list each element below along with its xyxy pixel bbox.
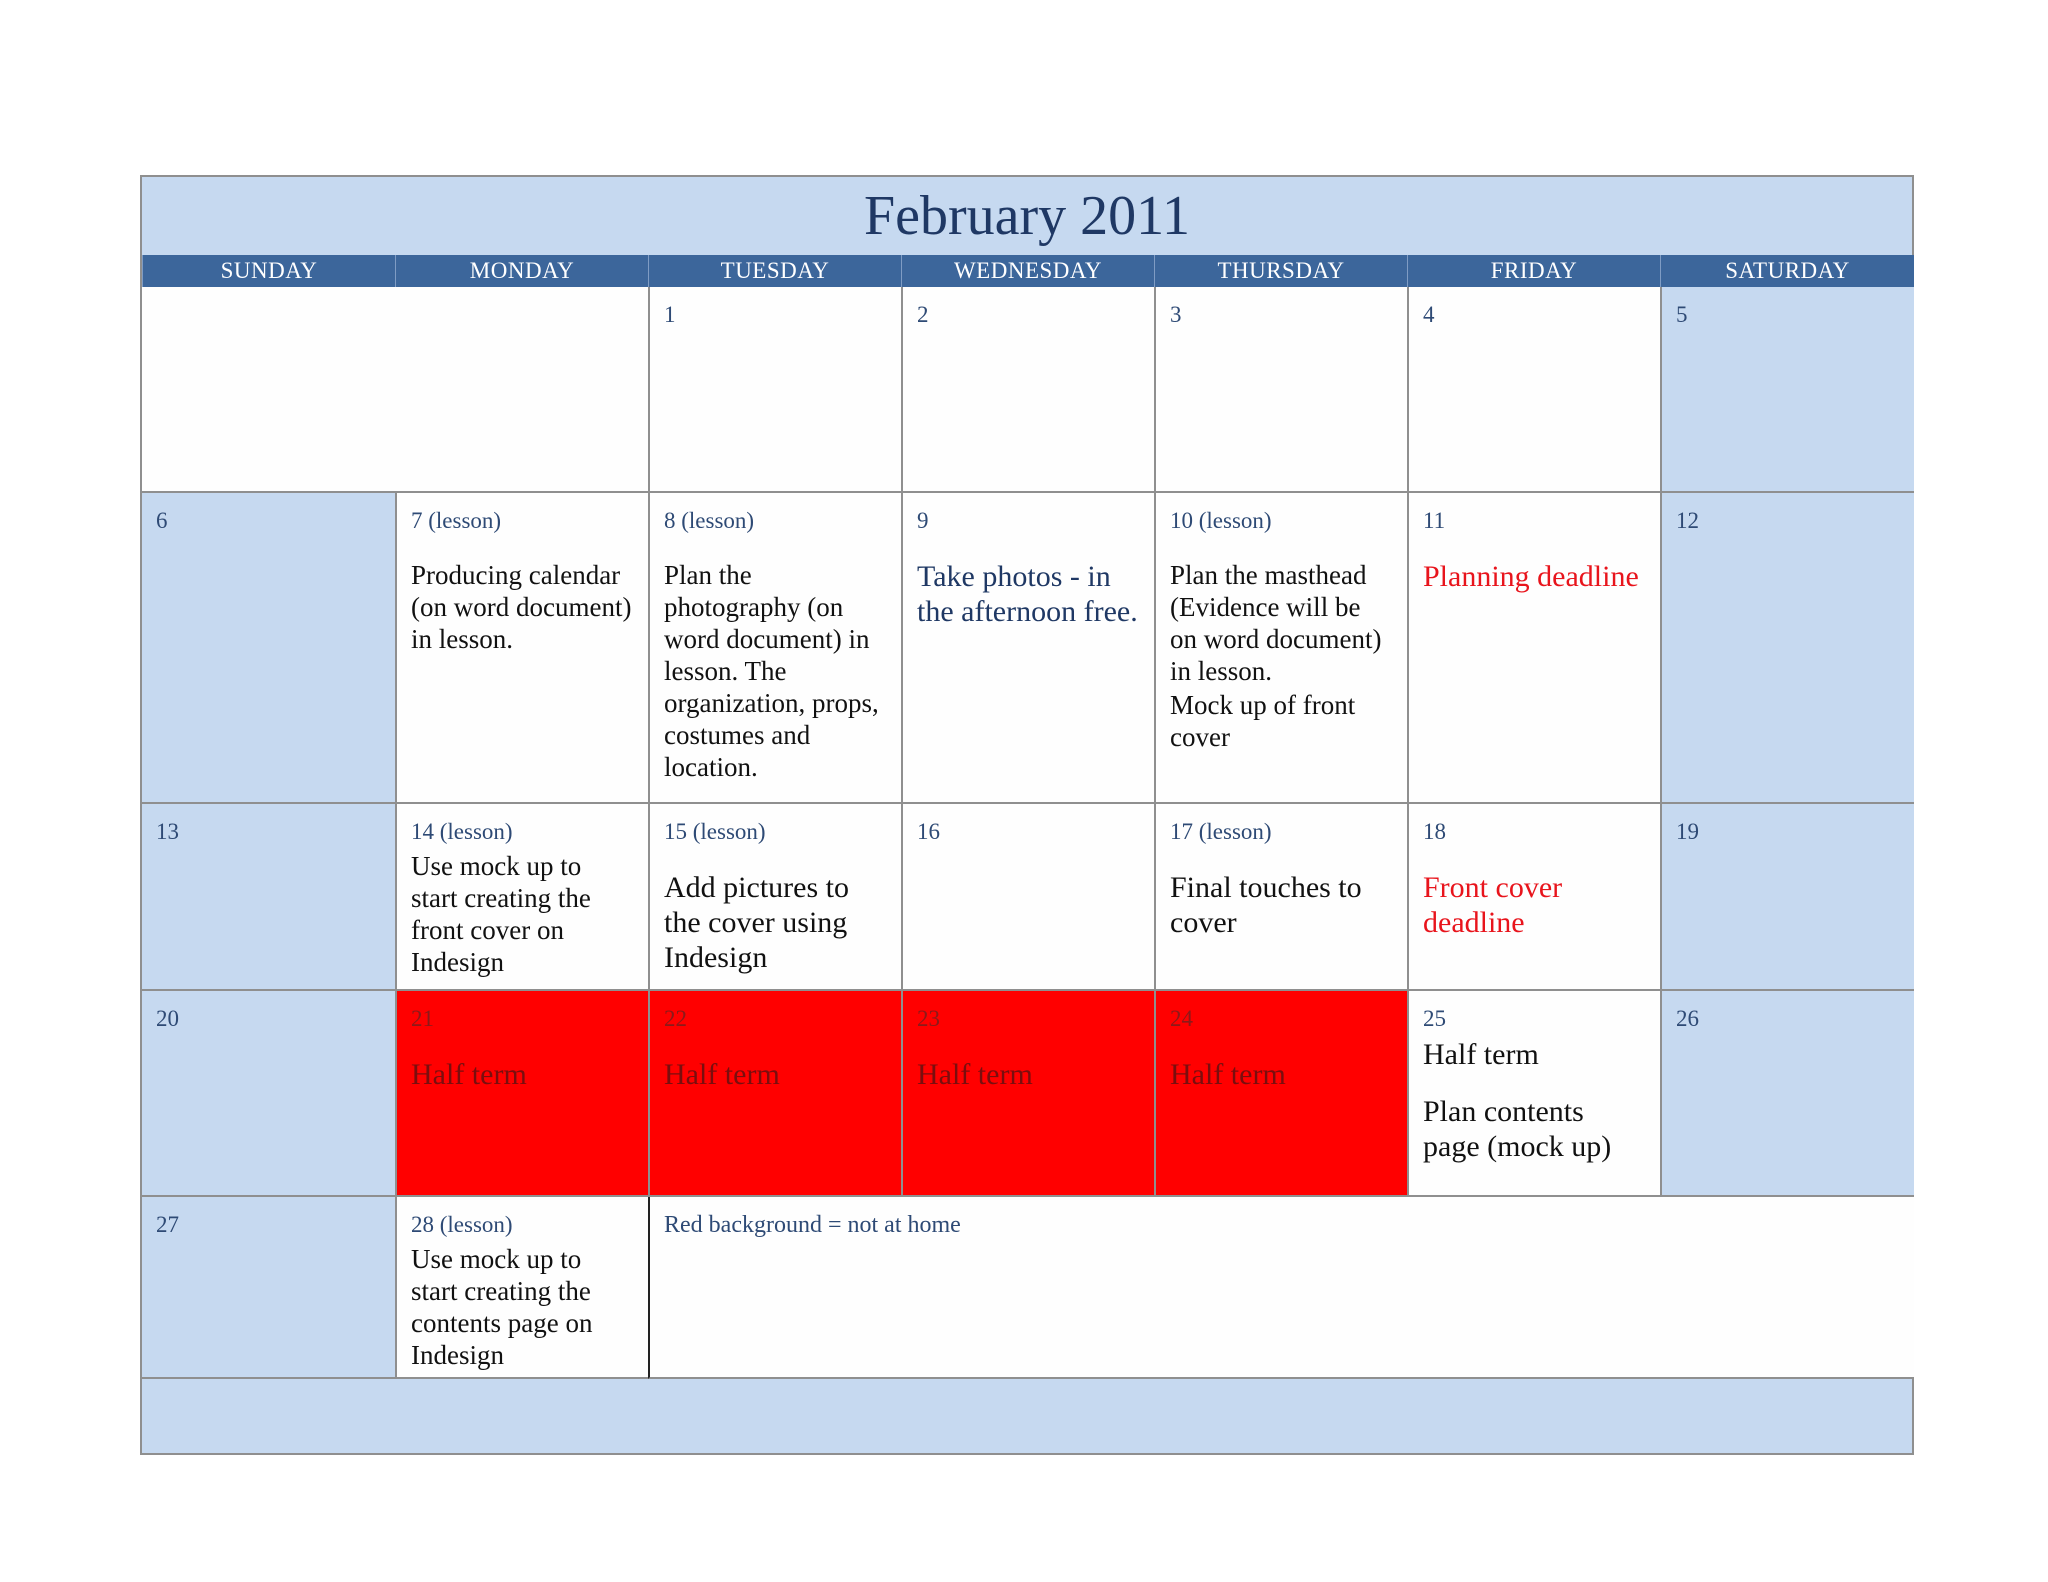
day-cell[interactable] (395, 1197, 648, 1379)
day-cell[interactable] (901, 804, 1154, 991)
day-cell[interactable] (1660, 493, 1914, 804)
weekday-friday: FRIDAY (1407, 255, 1660, 287)
day-cell[interactable] (142, 804, 395, 991)
day-cell-not-at-home[interactable] (1154, 991, 1407, 1197)
legend-cell (648, 1197, 1914, 1379)
day-number: 21 (411, 1006, 434, 1031)
calendar (140, 175, 1914, 1455)
weekday-saturday: SATURDAY (1660, 255, 1914, 287)
event-text: Use mock up to start creating the contents page on Indesign (411, 1244, 593, 1370)
day-number: 4 (1423, 302, 1435, 327)
event-text: Producing calendar (on word document) in lesson. (411, 560, 632, 654)
event-text: Use mock up to start creating the front cover on Indesign (411, 851, 591, 977)
day-cell[interactable] (395, 493, 648, 804)
day-cell[interactable] (142, 493, 395, 804)
event-text: Plan the masthead (Evidence will be on word document) in lesson. (1170, 560, 1382, 686)
day-cell[interactable] (142, 991, 395, 1197)
day-number: 10 (lesson) (1170, 508, 1272, 533)
event-text: Half term (1423, 1038, 1539, 1071)
day-cell[interactable] (1407, 991, 1660, 1197)
event-text: Take photos - in the afternoon free. (917, 560, 1138, 628)
day-number: 15 (lesson) (664, 819, 766, 844)
event-text: Add pictures to the cover using Indesign (664, 871, 849, 974)
empty-cell (142, 287, 648, 493)
day-cell[interactable] (1660, 804, 1914, 991)
day-number: 12 (1676, 508, 1699, 533)
weekday-tuesday: TUESDAY (648, 255, 901, 287)
calendar-footer (142, 1379, 1912, 1453)
day-number: 8 (lesson) (664, 508, 755, 533)
event-text: Plan the photography (on word document) in lesson. The organization, props, costumes and location. (664, 560, 879, 782)
day-cell[interactable] (901, 493, 1154, 804)
day-cell[interactable] (1154, 287, 1407, 493)
day-number: 6 (156, 508, 168, 533)
day-number: 1 (664, 302, 676, 327)
deadline-text: Planning deadline (1423, 560, 1639, 593)
day-number: 3 (1170, 302, 1182, 327)
day-number: 7 (lesson) (411, 508, 502, 533)
day-number: 27 (156, 1212, 179, 1237)
event-text-secondary: Mock up of front cover (1170, 690, 1356, 752)
day-number: 23 (917, 1006, 940, 1031)
weekday-thursday: THURSDAY (1154, 255, 1407, 287)
day-number: 24 (1170, 1006, 1193, 1031)
day-number: 18 (1423, 819, 1446, 844)
weekday-wednesday: WEDNESDAY (901, 255, 1154, 287)
day-cell[interactable] (648, 804, 901, 991)
day-number: 9 (917, 508, 929, 533)
day-cell[interactable] (1660, 991, 1914, 1197)
day-number: 19 (1676, 819, 1699, 844)
day-number: 2 (917, 302, 929, 327)
deadline-text: Front cover deadline (1423, 871, 1563, 939)
event-text: Half term (1170, 1058, 1286, 1091)
day-cell[interactable] (1407, 493, 1660, 804)
event-text: Half term (917, 1058, 1033, 1091)
day-cell-not-at-home[interactable] (901, 991, 1154, 1197)
day-number: 13 (156, 819, 179, 844)
day-number: 11 (1423, 508, 1446, 533)
day-number: 26 (1676, 1006, 1699, 1031)
day-cell[interactable] (901, 287, 1154, 493)
day-number: 14 (lesson) (411, 819, 513, 844)
event-text: Final touches to cover (1170, 871, 1362, 939)
day-cell[interactable] (1154, 804, 1407, 991)
day-number: 22 (664, 1006, 687, 1031)
day-cell[interactable] (395, 804, 648, 991)
day-cell[interactable] (1407, 287, 1660, 493)
day-cell[interactable] (648, 287, 901, 493)
event-text: Half term (664, 1058, 780, 1091)
day-cell[interactable] (1660, 287, 1914, 493)
event-text: Half term (411, 1058, 527, 1091)
weekday-monday: MONDAY (395, 255, 648, 287)
day-number: 16 (917, 819, 940, 844)
day-number: 25 (1423, 1006, 1446, 1031)
calendar-title: February 2011 (863, 185, 1191, 247)
day-cell[interactable] (1154, 493, 1407, 804)
day-number: 17 (lesson) (1170, 819, 1272, 844)
day-number: 28 (lesson) (411, 1212, 513, 1237)
day-cell[interactable] (648, 493, 901, 804)
day-cell-not-at-home[interactable] (395, 991, 648, 1197)
day-cell-not-at-home[interactable] (648, 991, 901, 1197)
day-cell[interactable] (1407, 804, 1660, 991)
event-text-secondary: Plan contents page (mock up) (1423, 1095, 1612, 1163)
day-cell[interactable] (142, 1197, 395, 1379)
weekday-sunday: SUNDAY (142, 255, 395, 287)
day-number: 5 (1676, 302, 1688, 327)
legend-note: Red background = not at home (664, 1212, 961, 1238)
day-number: 20 (156, 1006, 179, 1031)
